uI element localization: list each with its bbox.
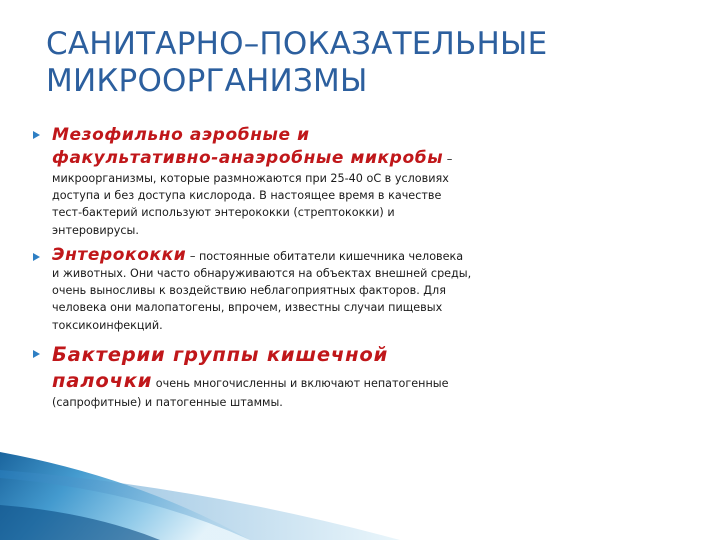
description-mesophilic: – микроорганизмы, которые размножаются при 25-40 оС в условиях доступа и без доступа кислорода. В настоящее время в качестве тест-бактерий используют энтерококки (стрептококки) и энтеровирусы. (52, 153, 453, 237)
description-enterococci: – постоянные обитатели кишечника человека и животных. Они часто обнаруживаются на объектах внешней среды, очень выносливы к воздействию неблагоприятных факторов. Для человека они малопатогены, впрочем, известны случаи пищевых токсикоинфекций. (52, 249, 472, 332)
term-coliform: Бактерии группы кишечной палочки (52, 342, 389, 392)
term-mesophilic: Мезофильно аэробные и факультативно-анаэробные микробы (52, 125, 444, 168)
description-coliform: очень многочисленны и включают непатогенные (сапрофитные) и патогенные штаммы. (52, 376, 449, 409)
slide-title: САНИТАРНО–ПОКАЗАТЕЛЬНЫЕ МИКРООРГАНИЗМЫ (46, 26, 548, 99)
term-enterococci: Энтерококки (52, 244, 187, 265)
